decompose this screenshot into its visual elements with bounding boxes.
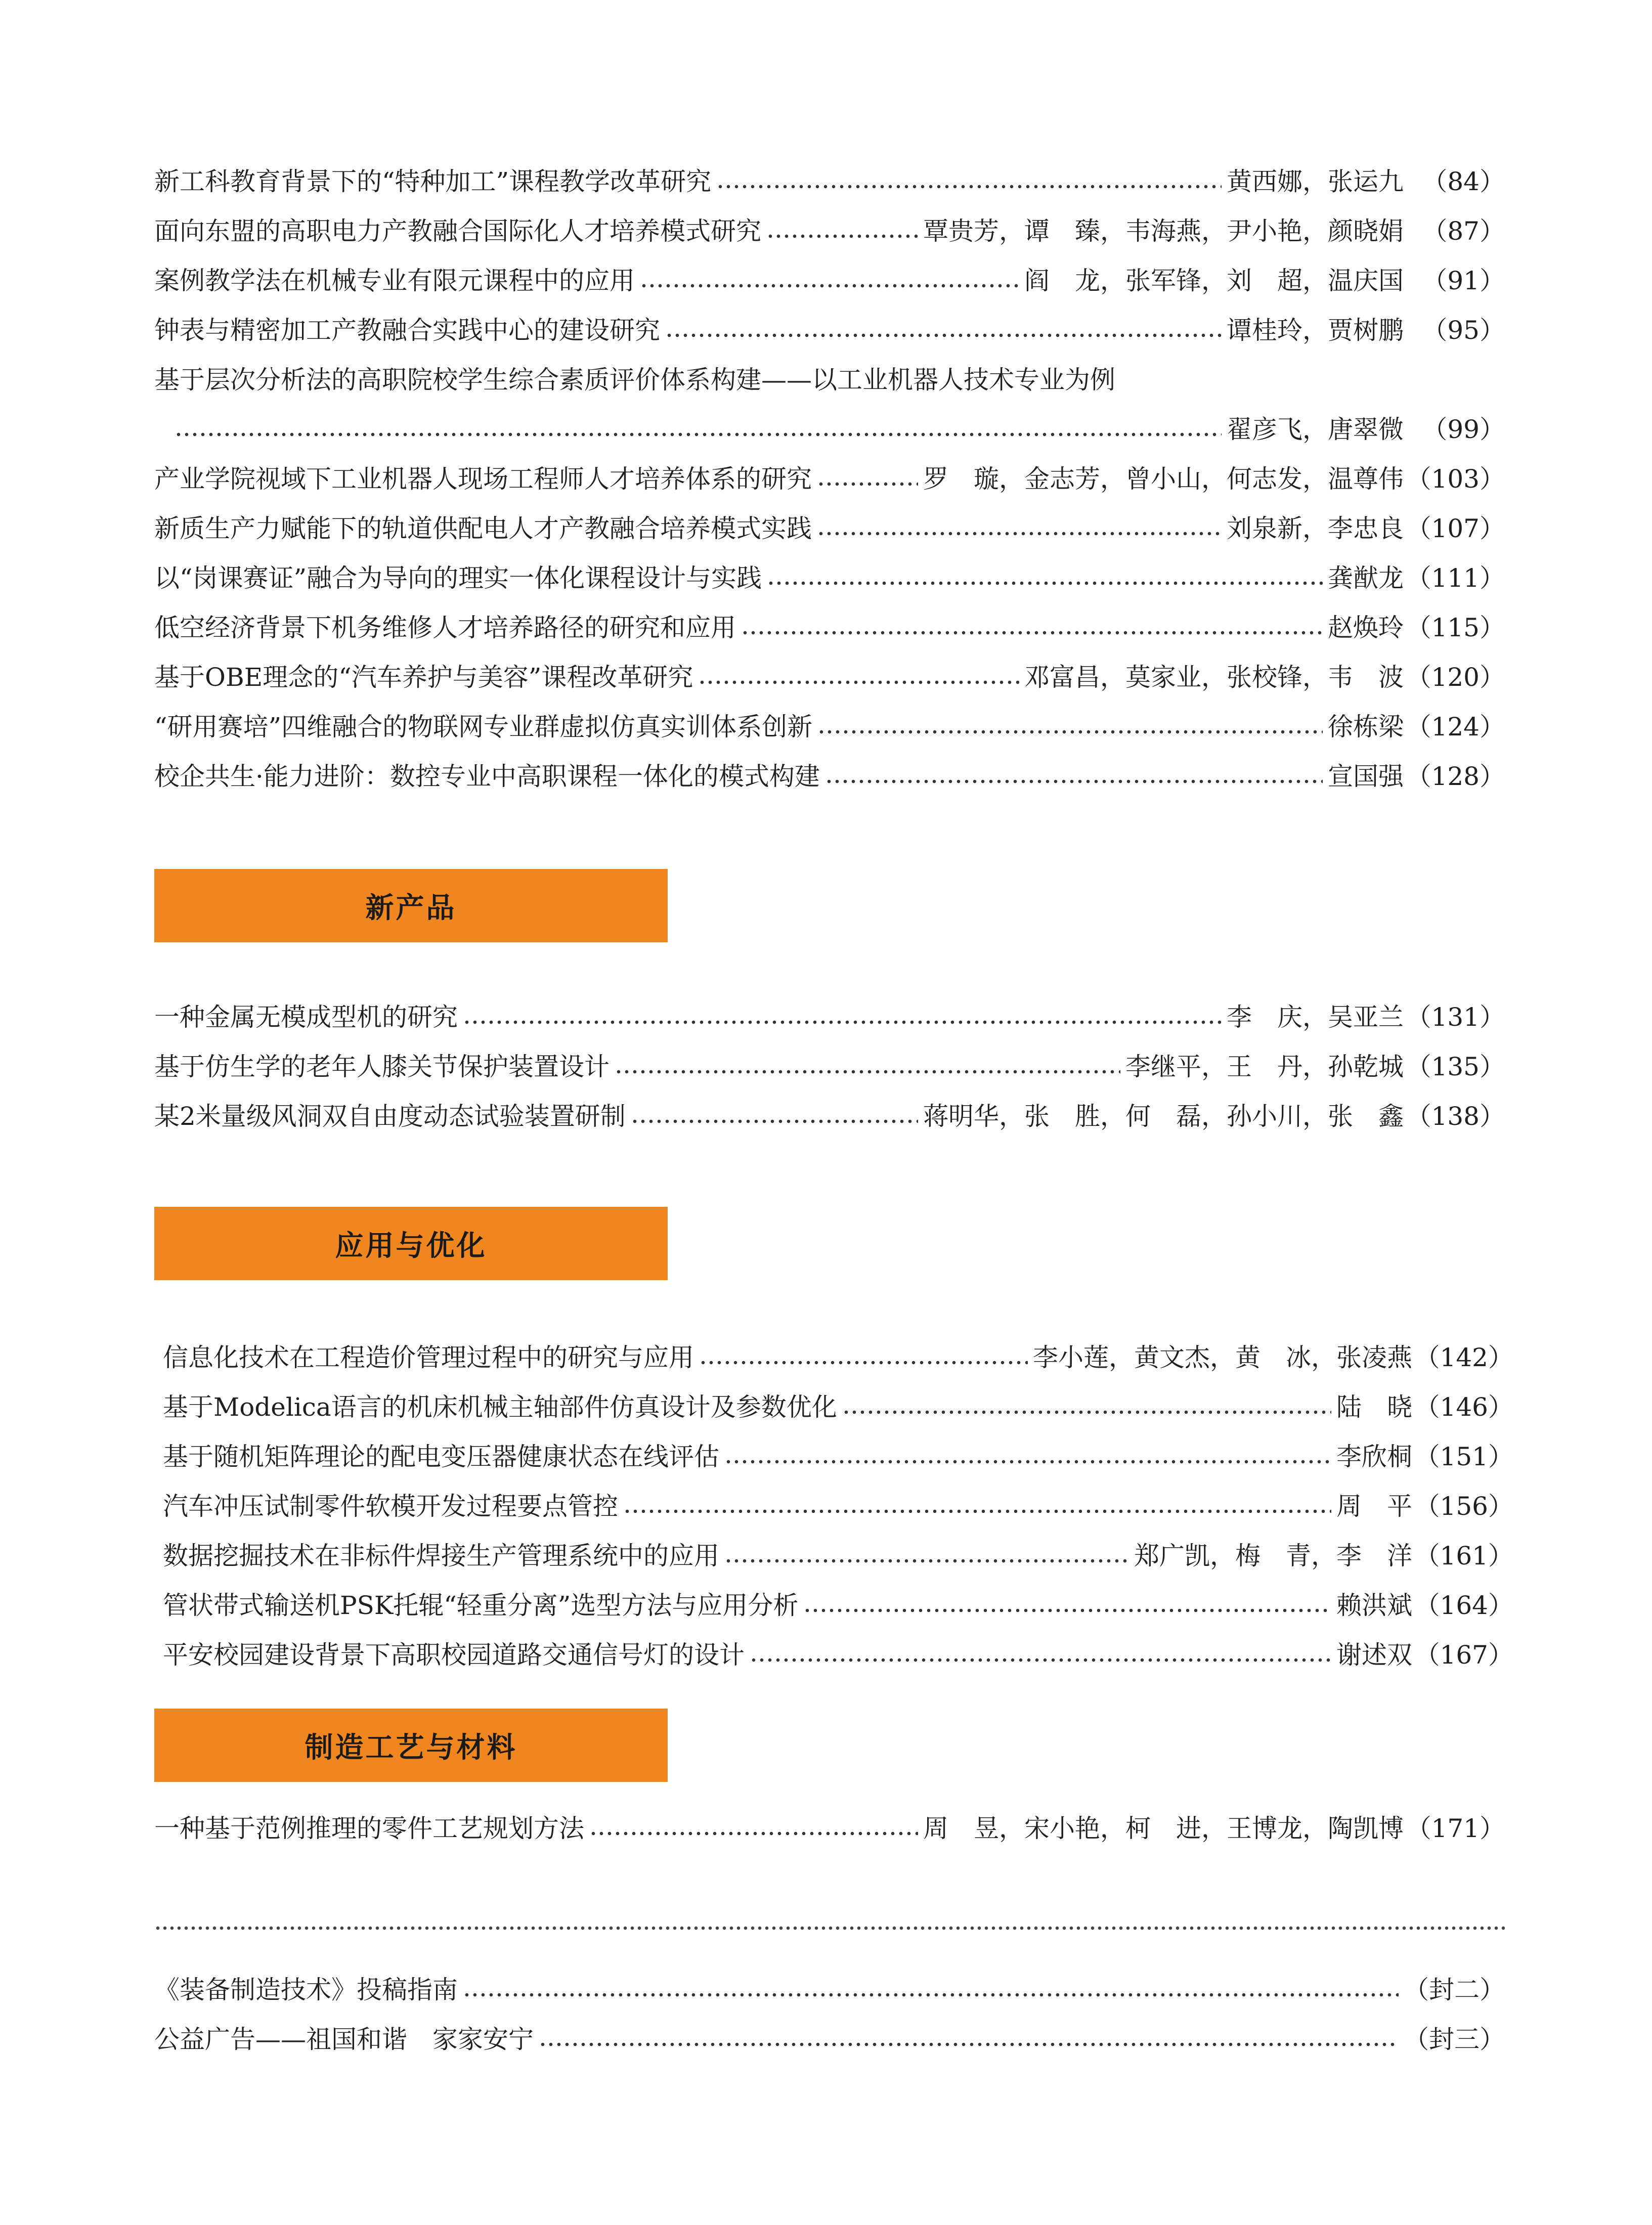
toc-entry[interactable]: [154, 1092, 1505, 1141]
toc-list-manufacturing: [154, 1804, 1505, 1853]
dotted-divider: [154, 1926, 1505, 1930]
toc-entry[interactable]: [163, 1382, 1513, 1432]
dot-leader: [716, 184, 1222, 189]
toc-entry[interactable]: [154, 553, 1505, 603]
dot-leader: [767, 581, 1323, 586]
entry-authors: 邓富昌，莫家业，张校锋，韦 波: [1024, 663, 1404, 692]
entry-title: 管状带式输送机PSK托辊“轻重分离”选型方法与应用分析: [163, 1591, 799, 1620]
entry-authors: 龚猷龙: [1328, 563, 1404, 593]
toc-entry[interactable]: [154, 355, 1505, 405]
entry-authors: 郑广凯，梅 青，李 洋: [1134, 1541, 1412, 1570]
section-banner-manufacturing: 制造工艺与材料: [154, 1709, 668, 1782]
entry-page: （146）: [1414, 1392, 1513, 1422]
toc-entry[interactable]: [154, 992, 1505, 1042]
entry-authors: 翟彦飞，唐翠微: [1227, 415, 1404, 444]
dot-leader: [539, 2042, 1399, 2047]
dot-leader: [631, 1119, 918, 1124]
entry-authors: 宣国强: [1328, 762, 1404, 791]
toc-entry[interactable]: [154, 1965, 1505, 2015]
entry-title: 新质生产力赋能下的轨道供配电人才产教融合培养模式实践: [154, 514, 812, 543]
entry-authors: 罗 璇，金志芳，曾小山，何志发，温尊伟: [923, 464, 1404, 494]
entry-page: （156）: [1414, 1492, 1513, 1521]
toc-entry[interactable]: [163, 1630, 1513, 1680]
entry-title: 基于OBE理念的“汽车养护与美容”课程改革研究: [154, 663, 693, 692]
entry-title: 某2米量级风洞双自由度动态试验装置研制: [154, 1102, 626, 1131]
entry-page: （151）: [1414, 1442, 1513, 1471]
entry-title: 基于层次分析法的高职院校学生综合素质评价体系构建——以工业机器人技术专业为例: [154, 365, 1115, 395]
entry-page: （107）: [1406, 514, 1505, 543]
dot-leader: [615, 1069, 1120, 1074]
entry-page: （124）: [1406, 712, 1505, 741]
toc-entry[interactable]: [154, 652, 1505, 702]
entry-title: 汽车冲压试制零件软模开发过程要点管控: [163, 1492, 618, 1521]
entry-title: 一种金属无模成型机的研究: [154, 1002, 458, 1032]
toc-list-footer: [154, 1965, 1505, 2064]
toc-entry[interactable]: [154, 157, 1505, 206]
entry-page: （封三）: [1404, 2025, 1505, 2054]
entry-page: （87）: [1422, 216, 1505, 246]
entry-authors: 李继平，王 丹，孙乾城: [1125, 1052, 1404, 1081]
entry-title: 新工科教育背景下的“特种加工”课程教学改革研究: [154, 167, 712, 196]
toc-entry[interactable]: [163, 1481, 1513, 1531]
dot-leader: [463, 1020, 1222, 1025]
dot-leader: [175, 432, 1222, 437]
dot-leader: [741, 630, 1323, 635]
toc-entry[interactable]: [163, 1333, 1513, 1382]
toc-entry[interactable]: [154, 1804, 1505, 1853]
entry-page: （103）: [1406, 464, 1505, 494]
toc-entry[interactable]: [154, 306, 1505, 355]
dot-leader: [623, 1509, 1331, 1514]
toc-entry[interactable]: [154, 1042, 1505, 1092]
toc-entry[interactable]: [154, 206, 1505, 256]
toc-entry[interactable]: [154, 454, 1505, 504]
entry-title: 数据挖掘技术在非标件焊接生产管理系统中的应用: [163, 1541, 719, 1570]
dot-leader: [842, 1410, 1331, 1415]
toc-entry[interactable]: [163, 1531, 1513, 1581]
dot-leader: [724, 1558, 1129, 1563]
dot-leader: [463, 1992, 1399, 1997]
entry-title: 产业学院视域下工业机器人现场工程师人才培养体系的研究: [154, 464, 812, 494]
toc-list-new-product: [154, 992, 1505, 1141]
entry-title: 校企共生·能力进阶：数控专业中高职课程一体化的模式构建: [154, 762, 820, 791]
entry-authors: 李 庆，吴亚兰: [1227, 1002, 1404, 1032]
entry-title: 以“岗课赛证”融合为导向的理实一体化课程设计与实践: [154, 563, 762, 593]
dot-leader: [817, 729, 1323, 734]
entry-page: （封二）: [1404, 1975, 1505, 2004]
dot-leader: [665, 333, 1222, 338]
entry-page: （164）: [1414, 1591, 1513, 1620]
entry-title: 信息化技术在工程造价管理过程中的研究与应用: [163, 1343, 694, 1372]
entry-authors: 李欣桐: [1336, 1442, 1412, 1471]
entry-authors: 阎 龙，张军锋，刘 超，温庆国: [1024, 266, 1404, 295]
entry-page: （91）: [1422, 266, 1505, 295]
entry-authors: 李小莲，黄文杰，黄 冰，张凌燕: [1033, 1343, 1412, 1372]
entry-page: （171）: [1406, 1814, 1505, 1843]
entry-page: （138）: [1406, 1102, 1505, 1131]
entry-page: （120）: [1406, 663, 1505, 692]
dot-leader: [817, 482, 918, 487]
entry-title: 平安校园建设背景下高职校园道路交通信号灯的设计: [163, 1640, 745, 1670]
entry-authors: 赖洪斌: [1336, 1591, 1412, 1620]
dot-leader: [803, 1608, 1331, 1613]
entry-title: 基于Modelica语言的机床机械主轴部件仿真设计及参数优化: [163, 1392, 837, 1422]
dot-leader: [1120, 382, 1399, 387]
dot-leader: [817, 531, 1222, 536]
entry-authors: 蒋明华，张 胜，何 磊，孙小川，张 鑫: [923, 1102, 1404, 1131]
dot-leader: [699, 1360, 1028, 1365]
entry-title: “研用赛培”四维融合的物联网专业群虚拟仿真实训体系创新: [154, 712, 813, 741]
dot-leader: [825, 779, 1323, 784]
entry-title: 《装备制造技术》投稿指南: [154, 1975, 458, 2004]
entry-title: 案例教学法在机械专业有限元课程中的应用: [154, 266, 635, 295]
toc-entry[interactable]: [163, 1432, 1513, 1481]
entry-authors: 周 昱，宋小艳，柯 进，王博龙，陶凯博: [923, 1814, 1404, 1843]
entry-authors: 刘泉新，李忠良: [1227, 514, 1404, 543]
toc-list-application: [163, 1333, 1513, 1680]
dot-leader: [698, 680, 1019, 685]
entry-authors: 徐栋梁: [1328, 712, 1404, 741]
entry-title: 公益广告——祖国和谐 家家安宁: [154, 2025, 534, 2054]
entry-title: 面向东盟的高职电力产教融合国际化人才培养模式研究: [154, 216, 761, 246]
entry-page: （167）: [1414, 1640, 1513, 1670]
section-banner-application: 应用与优化: [154, 1207, 668, 1280]
toc-list-top: [154, 157, 1505, 801]
dot-leader: [589, 1831, 918, 1836]
entry-page: （128）: [1406, 762, 1505, 791]
toc-entry[interactable]: [163, 1581, 1513, 1630]
entry-authors: 赵焕玲: [1328, 613, 1404, 642]
entry-page: （84）: [1422, 167, 1505, 196]
toc-entry[interactable]: [154, 752, 1505, 801]
entry-page: （99）: [1422, 415, 1505, 444]
entry-title: 钟表与精密加工产教融合实践中心的建设研究: [154, 316, 660, 345]
entry-authors: 谢述双: [1336, 1640, 1412, 1670]
dot-leader: [724, 1459, 1331, 1464]
entry-title: 一种基于范例推理的零件工艺规划方法: [154, 1814, 584, 1843]
section-banner-new-product: 新产品: [154, 869, 668, 942]
entry-authors: 周 平: [1336, 1492, 1412, 1521]
toc-entry[interactable]: [154, 702, 1505, 752]
entry-page: （161）: [1414, 1541, 1513, 1570]
toc-entry[interactable]: [154, 256, 1505, 306]
entry-page: （135）: [1406, 1052, 1505, 1081]
entry-page: （115）: [1406, 613, 1505, 642]
toc-entry-continuation[interactable]: [154, 405, 1505, 454]
entry-authors: 黄西娜，张运九: [1227, 167, 1404, 196]
dot-leader: [766, 234, 918, 239]
entry-authors: 谭桂玲，贾树鹏: [1227, 316, 1404, 345]
dot-leader: [750, 1657, 1331, 1663]
toc-entry[interactable]: [154, 2015, 1505, 2064]
entry-page: （111）: [1406, 563, 1505, 593]
toc-entry[interactable]: [154, 603, 1505, 652]
toc-entry[interactable]: [154, 504, 1505, 553]
entry-page: （95）: [1422, 316, 1505, 345]
entry-page: （131）: [1406, 1002, 1505, 1032]
entry-authors: 覃贵芳，谭 臻，韦海燕，尹小艳，颜晓娟: [923, 216, 1404, 246]
entry-title: 基于仿生学的老年人膝关节保护装置设计: [154, 1052, 610, 1081]
entry-authors: 陆 晓: [1336, 1392, 1412, 1422]
entry-page: （142）: [1414, 1343, 1513, 1372]
entry-title: 基于随机矩阵理论的配电变压器健康状态在线评估: [163, 1442, 719, 1471]
entry-title: 低空经济背景下机务维修人才培养路径的研究和应用: [154, 613, 736, 642]
dot-leader: [640, 283, 1019, 288]
